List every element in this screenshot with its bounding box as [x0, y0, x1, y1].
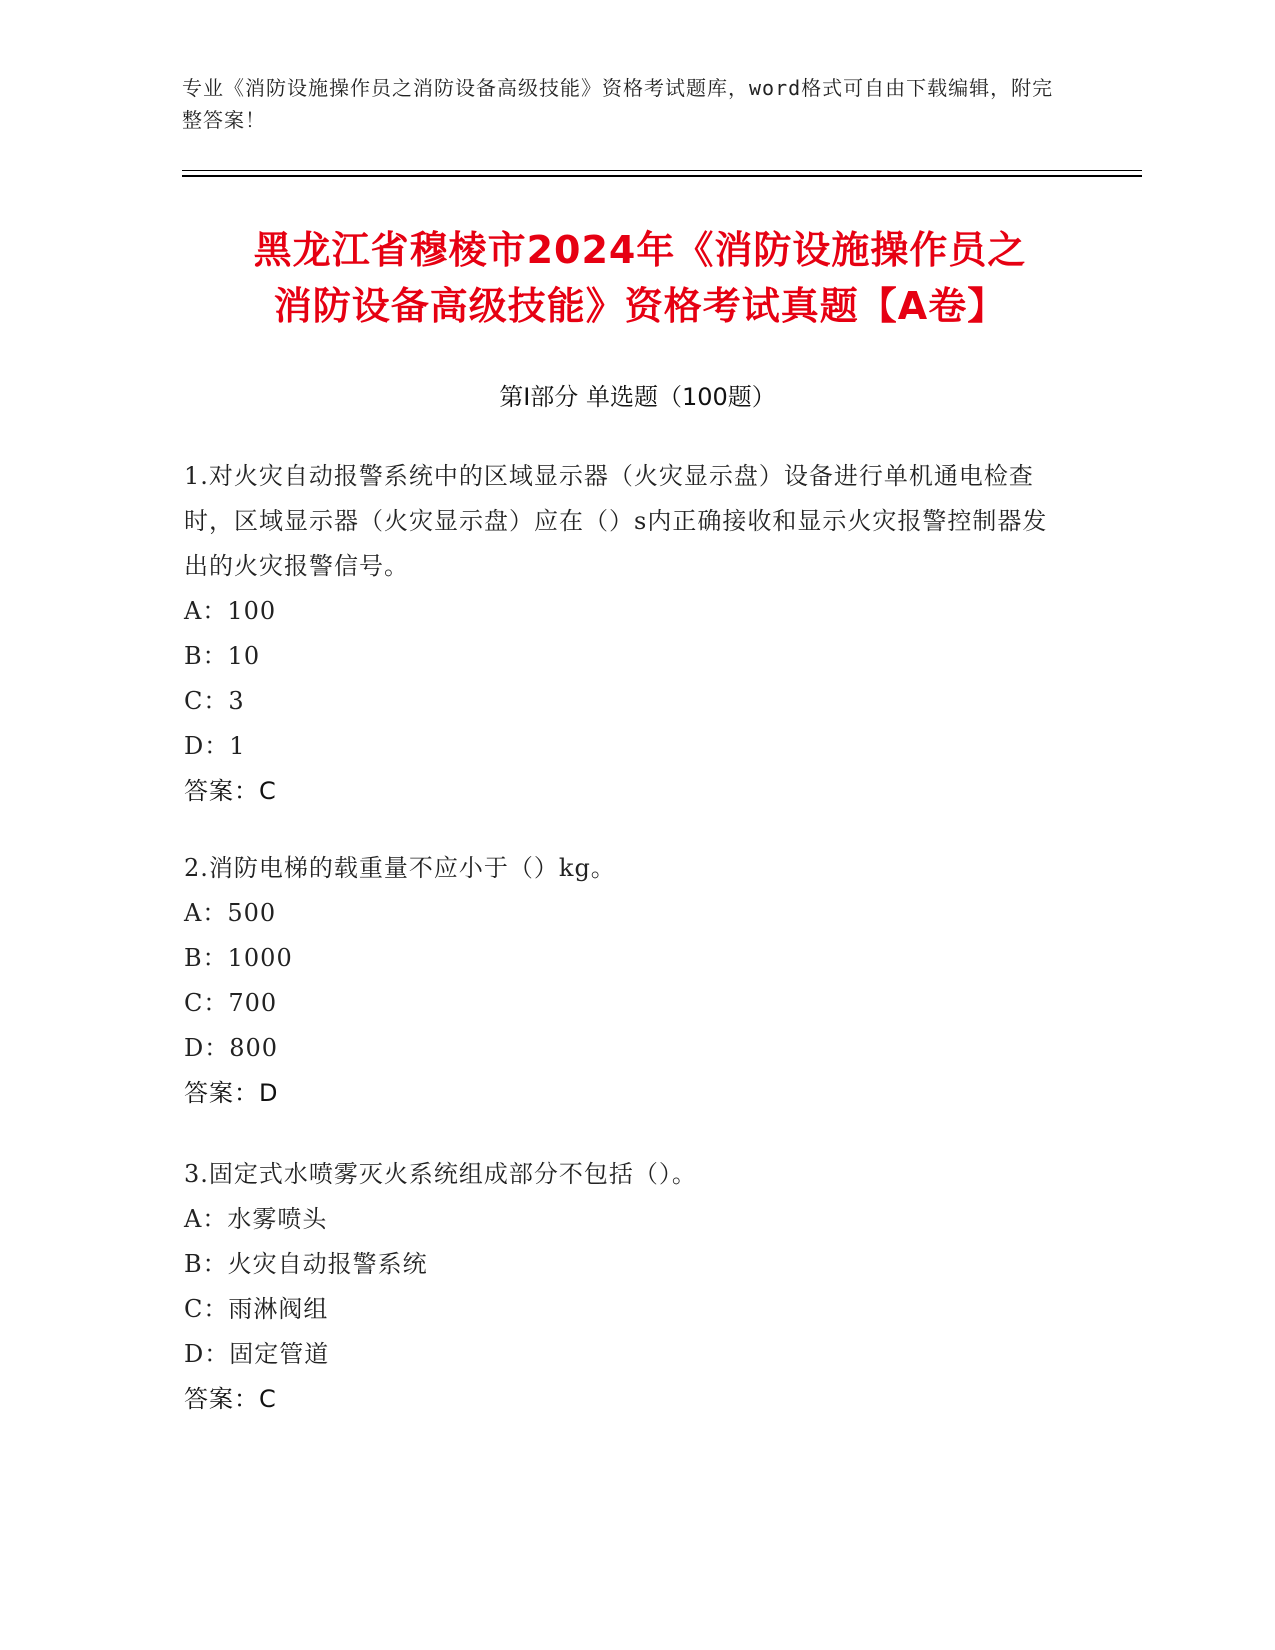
question-3	[184, 1152, 1064, 1422]
answer: 答案：D	[184, 1079, 279, 1107]
option-b: B：1000	[184, 944, 293, 972]
title-line-1: 黑龙江省穆棱市2024年《消防设施操作员之	[253, 228, 1027, 272]
section-heading: 第Ⅰ部分 单选题（100题）	[499, 383, 776, 411]
header-divider-thin	[182, 170, 1142, 171]
header-divider-thick	[182, 175, 1142, 177]
option-d: D：800	[184, 1034, 279, 1062]
question-2	[184, 846, 1064, 1116]
option-a: A：500	[184, 899, 277, 927]
option-a: A：水雾喷头	[184, 1205, 328, 1233]
question-text: 1.对火灾自动报警系统中的区域显示器（火灾显示盘）设备进行单机通电检查时，区域显示器（火灾显示盘）应在（）s内正确接收和显示火灾报警控制器发出的火灾报警信号。	[184, 462, 1048, 580]
option-d: D：固定管道	[184, 1340, 330, 1368]
option-c: C：3	[184, 687, 245, 715]
answer: 答案：C	[184, 1385, 277, 1413]
option-c: C：700	[184, 989, 278, 1017]
question-text: 2.消防电梯的载重量不应小于（）kg。	[184, 854, 616, 882]
title-line-2: 消防设备高级技能》资格考试真题【A卷】	[273, 284, 1007, 328]
intro-text: 专业《消防设施操作员之消防设备高级技能》资格考试题库，word格式可自由下载编辑，附完整答案！	[182, 76, 1054, 132]
question-text: 3.固定式水喷雾灭火系统组成部分不包括（）。	[184, 1160, 697, 1188]
answer: 答案：C	[184, 777, 277, 805]
option-b: B：火灾自动报警系统	[184, 1250, 428, 1278]
option-c: C：雨淋阀组	[184, 1295, 329, 1323]
question-1	[184, 454, 1064, 814]
option-d: D：1	[184, 732, 246, 760]
page-title	[160, 222, 1120, 334]
option-b: B：10	[184, 642, 261, 670]
option-a: A：100	[184, 597, 277, 625]
